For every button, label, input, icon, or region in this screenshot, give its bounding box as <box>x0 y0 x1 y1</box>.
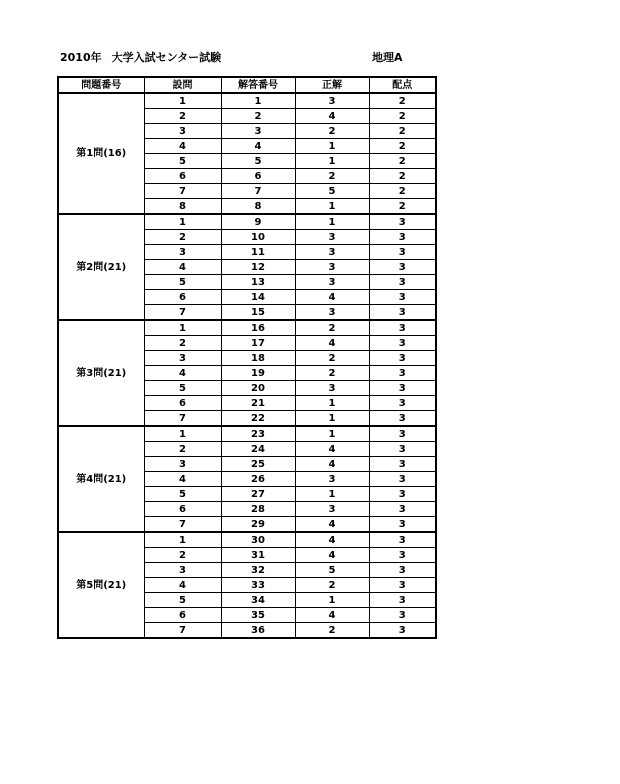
points-cell: 3 <box>369 623 436 639</box>
answer-number-cell: 3 <box>221 124 295 139</box>
correct-answer-cell: 4 <box>295 517 369 533</box>
points-cell: 2 <box>369 124 436 139</box>
correct-answer-cell: 4 <box>295 457 369 472</box>
correct-answer-cell: 3 <box>295 305 369 321</box>
answer-number-cell: 1 <box>221 93 295 109</box>
question-number-cell: 3 <box>144 245 221 260</box>
answer-number-cell: 5 <box>221 154 295 169</box>
correct-answer-cell: 1 <box>295 396 369 411</box>
answer-number-cell: 10 <box>221 230 295 245</box>
correct-answer-cell: 1 <box>295 139 369 154</box>
correct-answer-cell: 3 <box>295 245 369 260</box>
answer-table-body <box>58 93 436 638</box>
correct-answer-cell: 4 <box>295 336 369 351</box>
problem-group-label: 第1問(16) <box>58 93 144 214</box>
question-number-cell: 2 <box>144 442 221 457</box>
answer-number-cell: 12 <box>221 260 295 275</box>
points-cell: 3 <box>369 290 436 305</box>
points-cell: 2 <box>369 199 436 215</box>
answer-number-cell: 29 <box>221 517 295 533</box>
points-cell: 2 <box>369 184 436 199</box>
correct-answer-cell: 3 <box>295 93 369 109</box>
question-number-cell: 4 <box>144 366 221 381</box>
question-number-cell: 6 <box>144 169 221 184</box>
points-cell: 3 <box>369 320 436 336</box>
points-cell: 3 <box>369 275 436 290</box>
question-number-cell: 3 <box>144 457 221 472</box>
column-header-question: 設問 <box>144 77 221 93</box>
answer-number-cell: 16 <box>221 320 295 336</box>
correct-answer-cell: 1 <box>295 593 369 608</box>
column-header-problem: 問題番号 <box>58 77 144 93</box>
question-number-cell: 6 <box>144 608 221 623</box>
correct-answer-cell: 1 <box>295 426 369 442</box>
correct-answer-cell: 4 <box>295 290 369 305</box>
points-cell: 2 <box>369 93 436 109</box>
points-cell: 3 <box>369 381 436 396</box>
correct-answer-cell: 4 <box>295 532 369 548</box>
points-cell: 3 <box>369 305 436 321</box>
table-row <box>58 532 436 548</box>
question-number-cell: 3 <box>144 351 221 366</box>
column-header-answer-number: 解答番号 <box>221 77 295 93</box>
points-cell: 3 <box>369 351 436 366</box>
answer-number-cell: 13 <box>221 275 295 290</box>
question-number-cell: 8 <box>144 199 221 215</box>
correct-answer-cell: 1 <box>295 154 369 169</box>
correct-answer-cell: 2 <box>295 366 369 381</box>
points-cell: 3 <box>369 230 436 245</box>
answer-number-cell: 32 <box>221 563 295 578</box>
problem-group-label: 第3問(21) <box>58 320 144 426</box>
question-number-cell: 1 <box>144 426 221 442</box>
answer-number-cell: 35 <box>221 608 295 623</box>
table-row <box>58 426 436 442</box>
question-number-cell: 3 <box>144 563 221 578</box>
points-cell: 2 <box>369 139 436 154</box>
column-header-points: 配点 <box>369 77 436 93</box>
correct-answer-cell: 3 <box>295 230 369 245</box>
points-cell: 3 <box>369 578 436 593</box>
points-cell: 2 <box>369 169 436 184</box>
correct-answer-cell: 4 <box>295 442 369 457</box>
question-number-cell: 1 <box>144 214 221 230</box>
correct-answer-cell: 1 <box>295 487 369 502</box>
answer-number-cell: 15 <box>221 305 295 321</box>
answer-number-cell: 2 <box>221 109 295 124</box>
answer-number-cell: 14 <box>221 290 295 305</box>
points-cell: 3 <box>369 563 436 578</box>
correct-answer-cell: 5 <box>295 563 369 578</box>
question-number-cell: 7 <box>144 517 221 533</box>
column-header-correct-answer: 正解 <box>295 77 369 93</box>
points-cell: 3 <box>369 457 436 472</box>
answer-number-cell: 26 <box>221 472 295 487</box>
points-cell: 3 <box>369 608 436 623</box>
problem-group-label: 第2問(21) <box>58 214 144 320</box>
answer-number-cell: 33 <box>221 578 295 593</box>
question-number-cell: 2 <box>144 109 221 124</box>
question-number-cell: 7 <box>144 305 221 321</box>
question-number-cell: 5 <box>144 381 221 396</box>
points-cell: 2 <box>369 154 436 169</box>
answer-number-cell: 11 <box>221 245 295 260</box>
points-cell: 3 <box>369 214 436 230</box>
question-number-cell: 5 <box>144 154 221 169</box>
table-row <box>58 214 436 230</box>
question-number-cell: 2 <box>144 548 221 563</box>
subject-title: 地理A <box>372 51 403 64</box>
answer-number-cell: 19 <box>221 366 295 381</box>
answer-number-cell: 18 <box>221 351 295 366</box>
answer-number-cell: 8 <box>221 199 295 215</box>
points-cell: 3 <box>369 442 436 457</box>
correct-answer-cell: 3 <box>295 381 369 396</box>
points-cell: 3 <box>369 396 436 411</box>
question-number-cell: 1 <box>144 532 221 548</box>
answer-number-cell: 20 <box>221 381 295 396</box>
answer-number-cell: 30 <box>221 532 295 548</box>
question-number-cell: 4 <box>144 260 221 275</box>
correct-answer-cell: 2 <box>295 124 369 139</box>
correct-answer-cell: 4 <box>295 608 369 623</box>
correct-answer-cell: 5 <box>295 184 369 199</box>
question-number-cell: 2 <box>144 230 221 245</box>
points-cell: 3 <box>369 411 436 427</box>
answer-number-cell: 17 <box>221 336 295 351</box>
correct-answer-cell: 2 <box>295 169 369 184</box>
question-number-cell: 4 <box>144 472 221 487</box>
page-title <box>60 49 221 65</box>
table-row <box>58 93 436 109</box>
answer-number-cell: 28 <box>221 502 295 517</box>
correct-answer-cell: 1 <box>295 411 369 427</box>
problem-group-label: 第4問(21) <box>58 426 144 532</box>
correct-answer-cell: 4 <box>295 109 369 124</box>
problem-group-label: 第5問(21) <box>58 532 144 638</box>
points-cell: 3 <box>369 593 436 608</box>
answer-number-cell: 34 <box>221 593 295 608</box>
points-cell: 3 <box>369 245 436 260</box>
answer-table <box>57 76 437 639</box>
header-row <box>58 77 436 93</box>
exam-name: 大学入試センター試験 <box>111 51 222 64</box>
answer-number-cell: 21 <box>221 396 295 411</box>
correct-answer-cell: 2 <box>295 320 369 336</box>
question-number-cell: 1 <box>144 320 221 336</box>
points-cell: 3 <box>369 532 436 548</box>
table-row <box>58 320 436 336</box>
points-cell: 3 <box>369 548 436 563</box>
points-cell: 3 <box>369 487 436 502</box>
question-number-cell: 4 <box>144 578 221 593</box>
question-number-cell: 1 <box>144 93 221 109</box>
points-cell: 3 <box>369 472 436 487</box>
question-number-cell: 6 <box>144 290 221 305</box>
question-number-cell: 7 <box>144 411 221 427</box>
answer-number-cell: 36 <box>221 623 295 639</box>
correct-answer-cell: 2 <box>295 623 369 639</box>
points-cell: 3 <box>369 336 436 351</box>
answer-number-cell: 4 <box>221 139 295 154</box>
question-number-cell: 7 <box>144 184 221 199</box>
question-number-cell: 6 <box>144 396 221 411</box>
correct-answer-cell: 3 <box>295 275 369 290</box>
question-number-cell: 7 <box>144 623 221 639</box>
question-number-cell: 3 <box>144 124 221 139</box>
points-cell: 3 <box>369 260 436 275</box>
correct-answer-cell: 3 <box>295 502 369 517</box>
answer-number-cell: 27 <box>221 487 295 502</box>
points-cell: 3 <box>369 502 436 517</box>
answer-number-cell: 25 <box>221 457 295 472</box>
correct-answer-cell: 3 <box>295 260 369 275</box>
answer-number-cell: 6 <box>221 169 295 184</box>
exam-year: 2010年 <box>60 51 102 64</box>
answer-number-cell: 9 <box>221 214 295 230</box>
correct-answer-cell: 2 <box>295 351 369 366</box>
correct-answer-cell: 4 <box>295 548 369 563</box>
answer-number-cell: 31 <box>221 548 295 563</box>
correct-answer-cell: 1 <box>295 199 369 215</box>
points-cell: 3 <box>369 517 436 533</box>
question-number-cell: 5 <box>144 275 221 290</box>
points-cell: 3 <box>369 366 436 381</box>
question-number-cell: 5 <box>144 593 221 608</box>
points-cell: 3 <box>369 426 436 442</box>
question-number-cell: 2 <box>144 336 221 351</box>
correct-answer-cell: 2 <box>295 578 369 593</box>
answer-number-cell: 7 <box>221 184 295 199</box>
answer-number-cell: 23 <box>221 426 295 442</box>
question-number-cell: 6 <box>144 502 221 517</box>
answer-number-cell: 22 <box>221 411 295 427</box>
points-cell: 2 <box>369 109 436 124</box>
correct-answer-cell: 3 <box>295 472 369 487</box>
answer-number-cell: 24 <box>221 442 295 457</box>
question-number-cell: 4 <box>144 139 221 154</box>
question-number-cell: 5 <box>144 487 221 502</box>
correct-answer-cell: 1 <box>295 214 369 230</box>
